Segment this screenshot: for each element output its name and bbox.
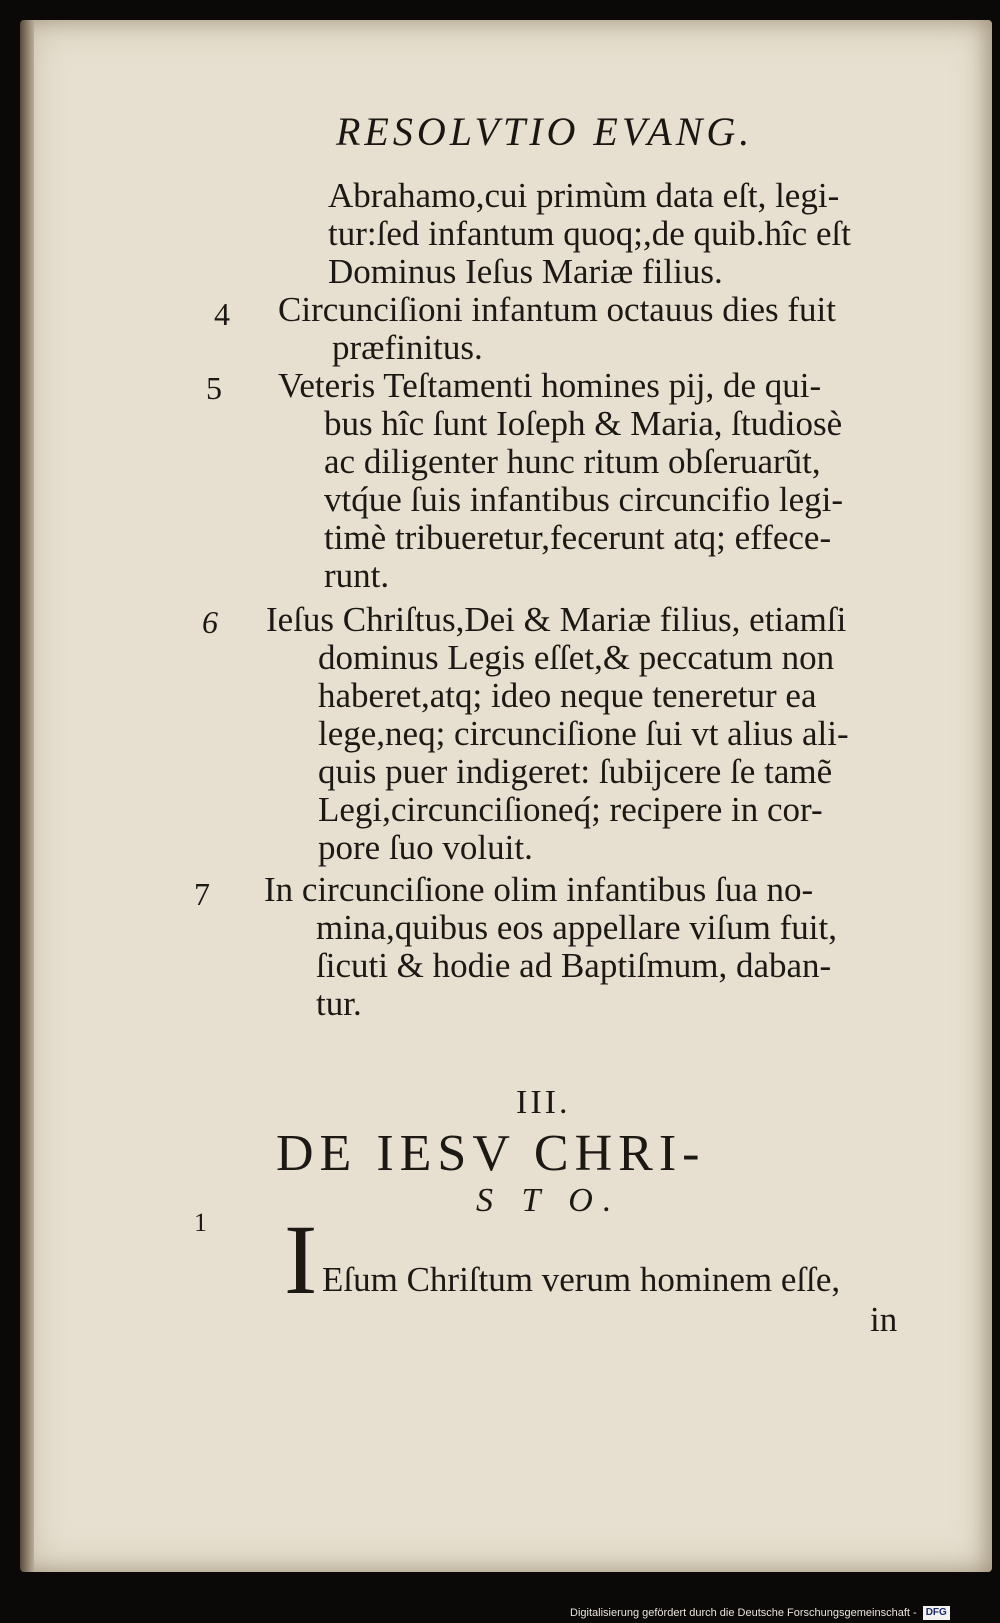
text-line: In circunciſione olim infantibus ſua no- [264,870,814,909]
text-line: Eſum Chriſtum verum hominem eſſe, [322,1260,841,1299]
text-line: tur. [316,984,362,1023]
text-line: bus hîc ſunt Ioſeph & Maria, ſtudiosè [324,404,843,443]
page-gutter [20,20,34,1572]
item-number: 7 [194,876,210,912]
drop-capital: I [284,1204,318,1315]
section-title: DE IESV CHRI- [276,1125,706,1182]
text-line: ſicuti & hodie ad Baptiſmum, daban- [316,946,832,985]
text-line: Circunciſioni infantum octauus dies fuit [278,290,836,329]
item-number: 1 [194,1208,207,1237]
text-line: quis puer indigeret: ſubijcere ſe tamẽ [318,752,833,791]
text-line: Ieſus Chriſtus,Dei & Mariæ filius, etiamſi [266,600,847,639]
text-line: lege,neq; circunciſione ſui vt alius ali- [318,714,849,753]
text-line: runt. [324,556,390,595]
text-line: præfinitus. [332,328,483,367]
book-page [26,20,992,1572]
dfg-logo-icon: DFG [923,1606,950,1620]
item-number: 4 [214,296,230,332]
item-number: 5 [206,370,222,406]
text-line: haberet,atq; ideo neque teneretur ea [318,676,817,715]
text-line: tur:ſed infantum quoq;,de quib.hîc eſt [328,214,851,253]
running-title: RESOLVTIO EVANG. [336,109,754,154]
text-line: timè tribueretur,fecerunt atq; effece- [324,518,832,557]
text-line: Veteris Teſtamenti homines pij, de qui- [278,366,822,405]
text-line: Dominus Ieſus Mariæ filius. [328,252,723,291]
section-number: III. [516,1084,571,1121]
text-line: pore ſuo voluit. [318,828,533,867]
text-line: Abrahamo,cui primùm data eſt, legi- [328,176,840,215]
text-line: dominus Legis eſſet,& peccatum non [318,638,835,677]
text-line: Legi,circunciſioneq́; recipere in cor- [318,790,823,829]
section-title-continued: S T O. [476,1182,622,1219]
text-line: vtq́ue ſuis infantibus circuncifio legi- [324,480,844,519]
credit-text: Digitalisierung gefördert durch die Deutsche Forschungsgemeinschaft - [570,1607,917,1619]
digitization-credit [570,1604,990,1622]
text-line: ac diligenter hunc ritum obſeruarũt, [324,442,821,481]
item-number: 6 [202,604,218,640]
catchword: in [870,1300,898,1339]
text-line: mina,quibus eos appellare viſum fuit, [316,908,838,947]
